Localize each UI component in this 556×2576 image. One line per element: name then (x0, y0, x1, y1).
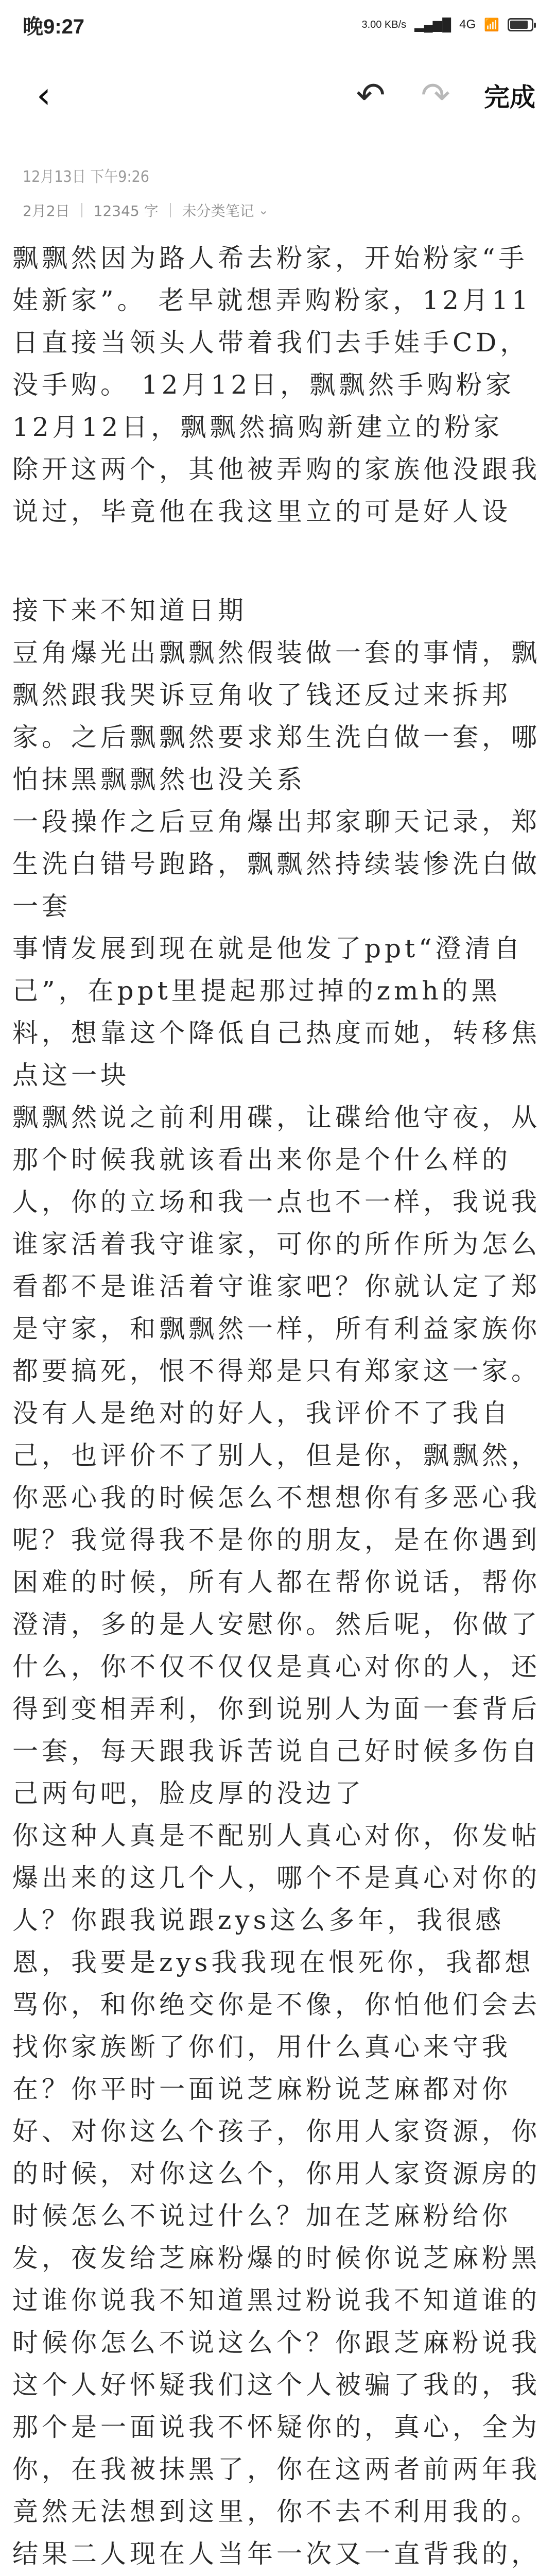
back-arrow-icon: ‹ (37, 74, 51, 116)
note-paragraph: 豆角爆光出飘飘然假装做一套的事情，飘飘然跟我哭诉豆角收了钱还反过来拆邦家。之后飘飘然要求郑生洗白做一套，哪怕抹黑飘飘然也没关系 (12, 638, 541, 794)
network-rate: 3.00 KB/s (361, 19, 407, 30)
note-info (23, 200, 532, 221)
note-paragraph: 没有人是绝对的好人，我评价不了我自己，也评价不了别人，但是你，飘飘然，你恶心我的时候怎么不想想你有多恶心我呢？我觉得我不是你的朋友，是在你遇到困难的时候，所有人都在帮你说话，帮你澄清，多的是人安慰你。然后呢，你做了什么，你不仅不仅仅是真心对你的人，还得到变相弄利，你到说别人为面一套背后一套，每天跟我诉苦说自己好时候多伤自己两句吧，脸皮厚的没边了 (12, 1398, 541, 1808)
redo-icon: ↷ (421, 75, 450, 116)
note-toolbar (0, 52, 556, 139)
note-paragraph: 除开这两个，其他被弄购的家族他没跟我说过，毕竟他在我这里立的可是好人设 (12, 454, 541, 527)
note-body[interactable] (12, 237, 543, 2576)
done-button[interactable]: 完成 (484, 82, 535, 112)
note-title: 12月13日 下午9:26 (23, 168, 149, 186)
note-folder[interactable]: 未分类笔记 (182, 202, 254, 219)
redo-button[interactable] (412, 72, 459, 119)
note-paragraph: 一段操作之后豆角爆出邦家聊天记录，郑生洗白错号跑路，飘飘然持续装惨洗白做一套 (12, 807, 541, 921)
note-meta (23, 164, 532, 221)
note-paragraph: 飘飘然因为路人希去粉家，开始粉家“手娃新家”。 老早就想弄购粉家，12月11日直接当领头人带着我们去手娃手CD，没手购。 12月12日，飘飘然手购粉家 (12, 243, 532, 400)
note-char-count: 12345 字 (93, 202, 159, 219)
chevron-down-icon[interactable]: ⌄ (258, 203, 269, 217)
note-paragraph: 接下来不知道日期 (12, 596, 247, 625)
note-divider (170, 203, 171, 217)
status-icons (361, 18, 533, 32)
back-button[interactable] (21, 72, 67, 118)
signal-icon: ▂▄▆█ (414, 18, 451, 32)
note-divider (81, 203, 82, 217)
status-time: 晚9:27 (23, 15, 85, 38)
undo-icon: ↶ (356, 75, 386, 116)
note-paragraph: 事情发展到现在就是他发了ppt“澄清自己”，在ppt里提起那过掉的zmh的黑料，想靠这个降低自己热度而她，转移焦点这一块 (12, 934, 541, 1090)
note-paragraph: 12月12日，飘飘然搞购新建立的粉家 (12, 412, 503, 442)
status-bar (0, 0, 556, 49)
undo-button[interactable] (347, 72, 394, 119)
note-date: 2月2日 (23, 202, 70, 219)
note-paragraph: 你这种人真是不配别人真心对你，你发帖爆出来的这几个人，哪个不是真心对你的人？你跟我说跟zys这么多年，我很感恩，我要是zys我我现在恨死你，我都想骂你，和你绝交你是不像，你怕他们会去找你家族断了你们，用什么真心来守我在？你平时一面说芝麻粉说芝麻都对你好、对你这么个孩子，你用人家资源，你的时候，对你这么个，你用人家资源房的时候怎么不说过什么？加在芝麻粉给你发，夜发给芝麻粉爆的时候你说芝麻粉黑过谁你说我不知道黑过粉说我不知道谁的时候你怎么不说这么个？你跟芝麻粉说我这个人好怀疑我们这个人被骗了我的，我那个是一面说我不怀疑你的，真心，全为你，在我被抹黑了，你在这两者前两年我竟然无法想到这里，你不去不利用我的。结果二人现在人当年一次又一直背我的， (12, 1821, 541, 2569)
signal-type: 4G (459, 18, 476, 31)
battery-icon (508, 18, 533, 31)
wifi-icon: 📶 (484, 18, 499, 32)
note-paragraph: 飘飘然说之前利用碟，让碟给他守夜，从那个时候我就该看出来你是个什么样的人，你的立场和我一点也不一样，我说我谁家活着我守谁家，可你的所作所为怎么看都不是谁活着守谁家吧？你就认定了郑是守家，和飘飘然一样，所有利益家族你都要搞死，恨不得郑是只有郑家这一家。 (12, 1103, 541, 1386)
